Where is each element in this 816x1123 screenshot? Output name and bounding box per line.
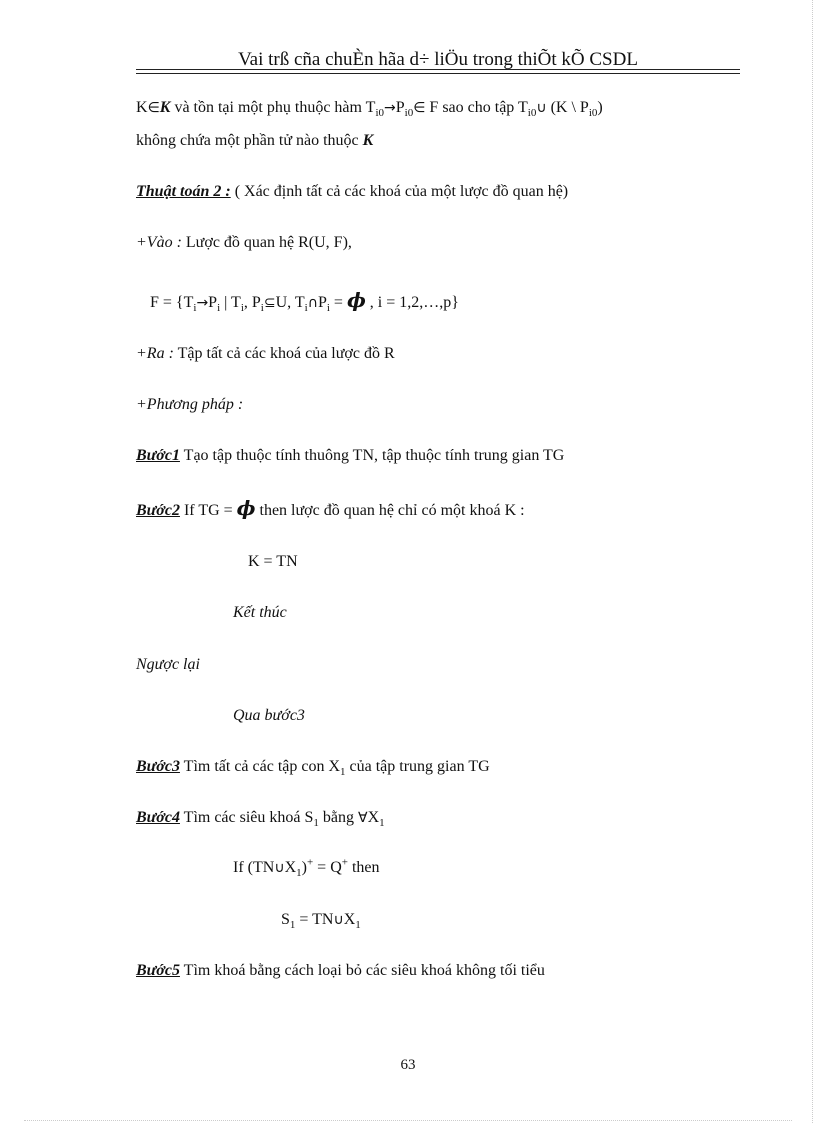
subscript: i0	[588, 107, 598, 120]
text-run: F sao cho tập T	[425, 99, 528, 116]
arrow-symbol: →	[384, 100, 396, 116]
subset-symbol: ⊆	[263, 295, 276, 311]
algorithm-description: ( Xác định tất cả các khoá của một lược đồ quan hệ)	[230, 183, 569, 200]
page-header-title: Vai trß cña chuÈn hãa d÷ liÖu trong thiÕt kÕ CSDL	[238, 49, 638, 70]
paragraph-line-2	[136, 131, 373, 151]
subscript: 1	[355, 919, 361, 932]
set-K-symbol: K	[159, 99, 171, 116]
text-run: )	[301, 859, 307, 876]
forall-symbol: ∀	[358, 810, 368, 826]
method-line: +Phương pháp :	[136, 396, 244, 413]
text-run: S	[281, 911, 290, 928]
step-label: Bước3	[136, 758, 180, 775]
goto-step3-line: Qua bước3	[233, 707, 305, 724]
text-run: = TN	[295, 911, 334, 928]
step-text: bằng	[318, 809, 359, 826]
page-right-border	[812, 0, 813, 1123]
step-text: X	[367, 809, 380, 826]
text-run: , i = 1,2,…,p}	[365, 294, 459, 311]
text-run: P	[395, 99, 405, 116]
union-symbol: ∪	[274, 860, 285, 876]
input-label: +Vào :	[136, 234, 182, 251]
step-5	[136, 961, 545, 981]
text-run: )	[597, 99, 603, 116]
subscript: 1	[313, 817, 319, 830]
subscript: i	[260, 302, 264, 315]
step-text: Tìm các siêu khoá S	[179, 809, 314, 826]
k-equals-tn: K = TN	[248, 553, 298, 570]
text-run: (K \ P	[546, 99, 589, 116]
arrow-symbol: →	[196, 295, 209, 311]
text-run: P	[208, 294, 218, 311]
algorithm-title: Thuật toán 2 :	[136, 183, 231, 200]
subscript: 1	[289, 919, 296, 932]
page-bottom-border	[24, 1120, 792, 1121]
header-double-rule	[136, 69, 740, 74]
subscript: i	[304, 302, 308, 315]
superscript: +	[306, 856, 314, 869]
page-number: 63	[400, 1057, 416, 1073]
else-line: Ngược lại	[136, 656, 200, 673]
subscript: i0	[527, 107, 537, 120]
text-run: X	[343, 911, 356, 928]
union-symbol: ∪	[536, 100, 547, 116]
text-run: U, T	[275, 294, 305, 311]
text-run: K	[136, 99, 148, 116]
element-of-symbol: ∈	[413, 100, 426, 116]
subscript: i	[326, 302, 330, 315]
if-closure-line	[233, 858, 380, 878]
step-label: Bước4	[136, 809, 180, 826]
text-run: và tồn tại một phụ thuộc hàm T	[170, 99, 376, 116]
subscript: i0	[404, 107, 414, 120]
step-2	[136, 498, 525, 521]
text-run: | T	[220, 294, 241, 311]
subscript: 1	[379, 817, 385, 830]
step-text: then lược đồ quan hệ chỉ có một khoá K :	[255, 502, 525, 519]
step-label: Bước1	[136, 447, 180, 464]
text-run: , P	[243, 294, 261, 311]
paragraph-line-1	[136, 98, 603, 118]
superkey-assignment	[281, 910, 361, 930]
empty-set-symbol: ϕ	[346, 288, 366, 312]
intersection-symbol: ∩	[307, 295, 318, 311]
output-label: +Ra :	[136, 345, 174, 362]
superscript: +	[341, 856, 348, 869]
element-of-symbol: ∈	[147, 100, 160, 116]
step-text: Tìm tất cả các tập con X	[179, 758, 341, 775]
step-3	[136, 757, 490, 777]
step-label: Bước5	[136, 962, 180, 979]
step-text: Tìm khoá bằng cách loại bỏ các siêu khoá không tối tiểu	[179, 962, 545, 979]
empty-set-symbol: ϕ	[236, 496, 256, 520]
subscript: i	[193, 302, 197, 315]
step-text: Tạo tập thuộc tính thuông TN, tập thuộc tính trung gian TG	[179, 447, 565, 464]
subscript: i0	[375, 107, 385, 120]
algorithm-heading	[136, 182, 568, 202]
output-text: Tập tất cả các khoá của lược đồ R	[173, 345, 395, 362]
text-run: P	[317, 294, 327, 311]
subscript: i	[240, 302, 244, 315]
step-1	[136, 446, 564, 466]
step-text: If TG =	[179, 502, 237, 519]
text-run: không chứa một phần tử nào thuộc	[136, 132, 363, 149]
input-line	[136, 233, 352, 253]
step-4	[136, 808, 385, 828]
subscript: 1	[340, 766, 346, 779]
subscript: i	[217, 302, 221, 315]
text-run: then	[347, 859, 380, 876]
step-text: của tập trung gian TG	[345, 758, 490, 775]
fd-set-definition	[150, 290, 459, 313]
text-run: F = {T	[150, 294, 194, 311]
text-run: X	[284, 859, 297, 876]
text-run: If (TN	[233, 859, 275, 876]
subscript: 1	[296, 867, 302, 880]
text-run: =	[329, 294, 347, 311]
output-line	[136, 344, 395, 364]
end-line: Kết thúc	[233, 604, 287, 621]
union-symbol: ∪	[333, 912, 344, 928]
step-label: Bước2	[136, 502, 180, 519]
input-text: Lược đồ quan hệ R(U, F),	[181, 234, 352, 251]
text-run: = Q	[313, 859, 342, 876]
set-K-symbol: K	[362, 132, 374, 149]
